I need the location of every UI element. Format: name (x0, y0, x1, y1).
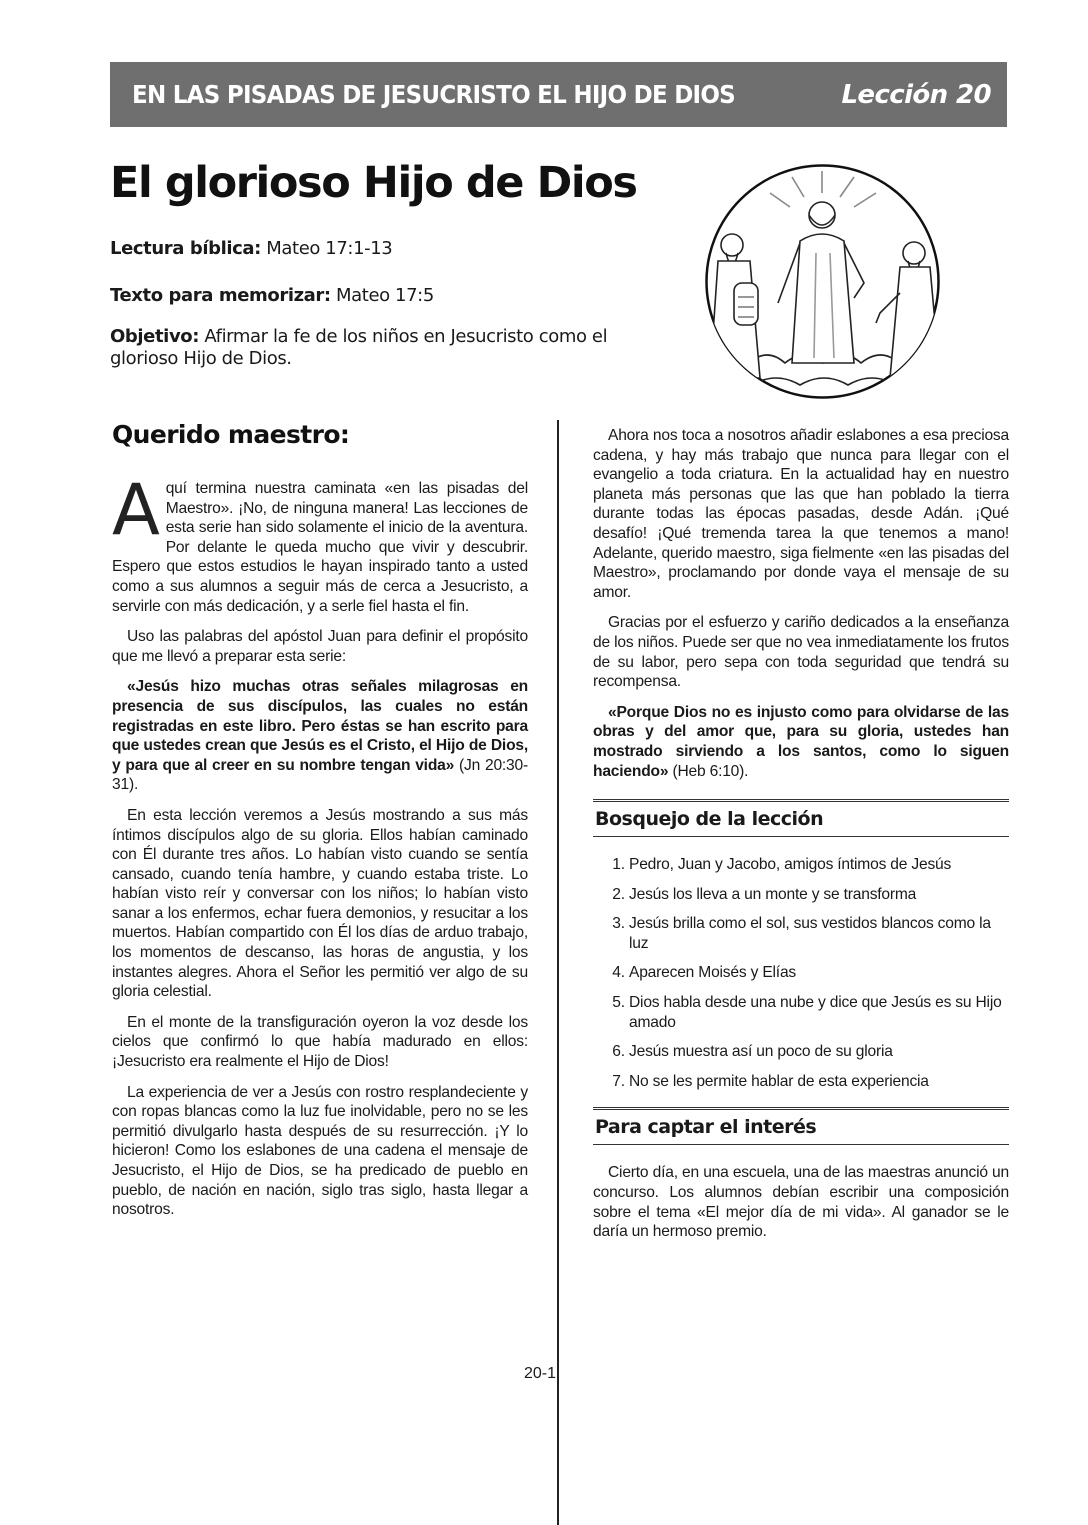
memory-verse-value: Mateo 17:5 (330, 285, 434, 306)
lesson-title: El glorioso Hijo de Dios (110, 158, 637, 208)
bible-reading-label: Lectura bíblica: (110, 238, 261, 259)
objective-label: Objetivo: (110, 326, 200, 347)
outline-item: 2. Jesús los lleva a un monte y se transforma (629, 885, 1009, 905)
right-paragraph-2: Gracias por el esfuerzo y cariño dedicados a la enseñanza de los niños. Puede ser que no vea inmediatamente los frutos de su labor, pero sepa con toda seguridad que tendrá su recompensa. (593, 614, 1009, 691)
objective (110, 326, 650, 370)
objective-value: Afirmar la fe de los niños en Jesucristo como el glorioso Hijo de Dios. (110, 326, 608, 369)
scripture-quote (112, 677, 528, 795)
right-paragraph-1: Ahora nos toca a nosotros añadir eslabones a esa preciosa cadena, y hay más trabajo que nunca para llegar con el evangelio a toda criatura. En la actualidad hay en nuestro planeta más personas que las que han poblado la tierra durante todas las épocas pasadas, desde Adán. ¡Qué desafío! ¡Qué tremenda tarea la que tenemos a mano! Adelante, querido maestro, siga fielmente «en las pisadas del Maestro», proclamando por donde vaya el mensaje de su amor. (593, 427, 1009, 601)
series-banner (110, 62, 1007, 127)
paragraph-2: Uso las palabras del apóstol Juan para definir el propósito que me llevó a preparar esta serie: (112, 628, 528, 665)
paragraph-5: En el monte de la transfiguración oyeron la voz desde los cielos que confirmó lo que había madurado en ellos: ¡Jesucristo era realmente el Hijo de Dios! (112, 1013, 528, 1071)
page-number: 20-1 (524, 1365, 557, 1382)
memory-verse-label: Texto para memorizar: (110, 285, 331, 306)
right-scripture-quote-ref: (Heb 6:10). (668, 762, 749, 780)
right-scripture-quote-text: «Porque Dios no es injusto como para olvidarse de las obras y del amor que, para su gloria, ustedes han mostrado sirviendo a los santos, como lo siguen haciendo» (593, 703, 1009, 780)
bible-reading-value: Mateo 17:1-13 (260, 238, 393, 259)
right-scripture-quote (593, 703, 1009, 781)
transfiguration-illustration (704, 163, 941, 400)
right-column (593, 426, 1009, 1253)
intro-paragraph (112, 469, 528, 616)
outline-item: 6. Jesús muestra así un poco de su gloria (629, 1042, 1009, 1062)
outline-item: 5. Dios habla desde una nube y dice que Jesús es su Hijo amado (629, 993, 1009, 1032)
interest-heading: Para captar el interés (593, 1107, 1009, 1145)
left-column (112, 420, 528, 1231)
interest-paragraph: Cierto día, en una escuela, una de las maestras anunció un concurso. Los alumnos debían escribir una composición sobre el tema «El mejor día de mi vida». Al ganador se le daría un hermoso premio. (593, 1164, 1009, 1241)
intro-text: quí termina nuestra caminata «en las pisadas del Maestro». ¡No, de ninguna manera! Las lecciones de esta serie han sido solamente el inicio de la aventura. Por delante le queda mucho que vivir y descubrir. Espero que estos estudios le hayan inspirado tanto a usted como a sus alumnos a seguir más de cerca a Jesucristo, a servirle con más dedicación, y a serle fiel hasta el fin. (112, 480, 528, 615)
outline-item: 4. Aparecen Moisés y Elías (629, 963, 1009, 983)
lesson-outline (593, 855, 1009, 1091)
outline-item: 7. No se les permite hablar de esta experiencia (629, 1072, 1009, 1092)
bible-reading (110, 238, 392, 260)
scripture-quote-text: «Jesús hizo muchas otras señales milagrosas en presencia de sus discípulos, las cuales no están registradas en este libro. Pero éstas se han escrito para que ustedes crean que Jesús es el Cristo, el Hijo de Dios, y para que al creer en su nombre tengan vida» (112, 678, 528, 774)
outline-item: 1. Pedro, Juan y Jacobo, amigos íntimos de Jesús (629, 855, 1009, 875)
lesson-number: Lección 20 (841, 79, 991, 110)
dear-teacher-heading: Querido maestro: (112, 420, 350, 449)
column-divider (557, 420, 559, 1525)
scripture-quote-ref: (Jn 20:30-31). (112, 756, 528, 794)
outline-heading: Bosquejo de la lección (593, 799, 1009, 837)
drop-cap: A (112, 469, 160, 551)
outline-item: 3. Jesús brilla como el sol, sus vestidos blancos como la luz (629, 914, 1009, 953)
memory-verse (110, 285, 434, 307)
paragraph-6: La experiencia de ver a Jesús con rostro resplandeciente y con ropas blancas como la luz fue inolvidable, pero no se les permitió divulgarlo hasta después de su resurrección. ¡Y lo hicieron! Como los eslabones de una cadena el mensaje de Jesucristo, el Hijo de Dios, se ha predicado de pueblo en pueblo, de nación en nación, siglo tras siglo, hasta llegar a nosotros. (112, 1083, 528, 1219)
paragraph-4: En esta lección veremos a Jesús mostrando a sus más íntimos discípulos algo de su gloria. Ellos habían caminado con Él durante tres años. Lo habían visto cuando se sentía cansado, cuando tenía hambre, y cuando estaba triste. Lo habían visto reír y conversar con los niños; lo habían visto sanar a los enfermos, echar fuera demonios, y resucitar a los muertos. Habían compartido con Él los días de arduo trabajo, los momentos de descanso, las horas de angustia, y los instantes alegres. Ahora el Señor les permitió ver algo de su gloria celestial. (112, 806, 528, 1001)
series-title: EN LAS PISADAS DE JESUCRISTO EL HIJO DE DIOS (132, 80, 736, 109)
